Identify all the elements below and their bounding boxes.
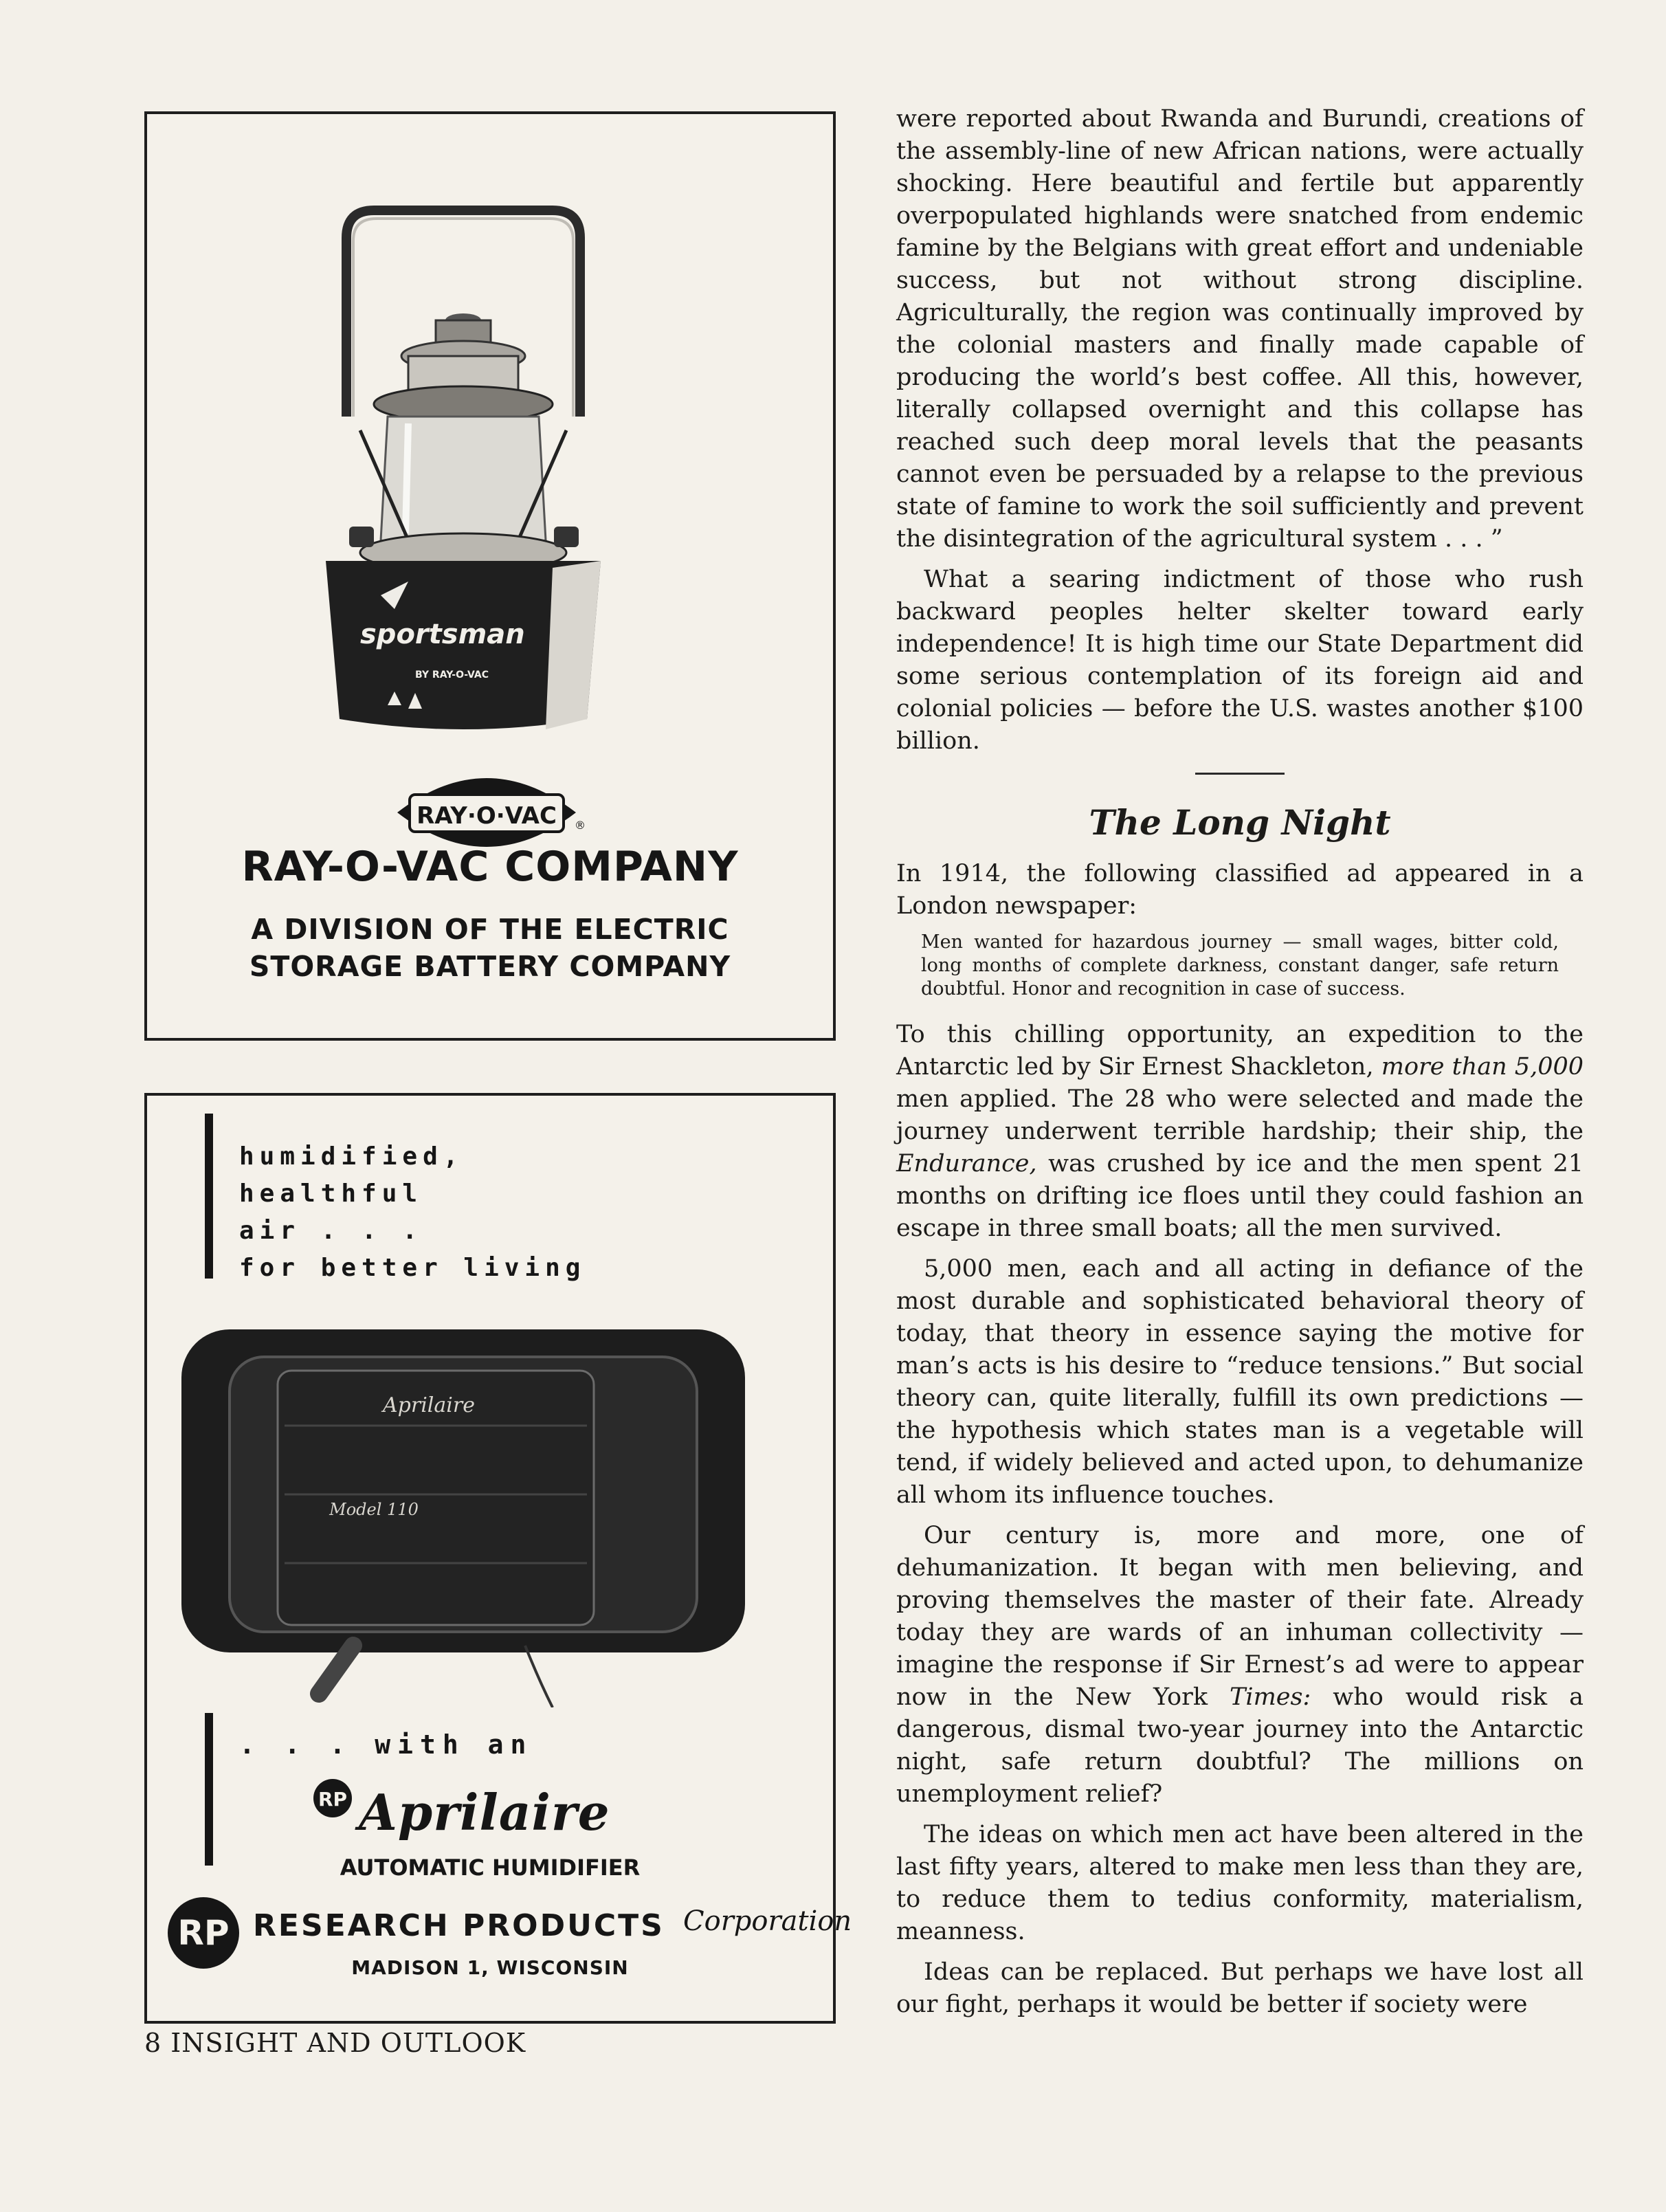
rp-logo: RP — [168, 1897, 239, 1969]
with-an-bar — [205, 1713, 213, 1866]
slogan-bar — [205, 1114, 213, 1279]
rayovac-division-line-1: A DIVISION OF THE ELECTRIC — [251, 913, 729, 946]
article-paragraph — [896, 1520, 1584, 1811]
rayovac-logo-badge — [384, 764, 590, 854]
emphasis-text: more than 5,000 — [1381, 1053, 1584, 1081]
article-paragraph: 5,000 men, each and all acting in defiance of the most durable and sophisticated behavioral theory of today, that theory in essence saying the motive for man’s acts is his desire to “reduce tensions.” But social theory can, quite literally, fulfill its own predictions — the hypothesis which states man is a vegetable will tend, if widely believed and acted upon, to dehumanize all whom its influence touches. — [896, 1255, 1584, 1509]
article-paragraph: What a searing indictment of those who rush backward peoples helter skelter toward early independence! It is high time our State Department did some serious contemplation of its foreign aid and colonial policies — before the U.S. wastes another $100 billion. — [896, 566, 1584, 755]
address-line: MADISON 1, WISCONSIN — [351, 1956, 629, 1979]
rayovac-division-line-2: STORAGE BATTERY COMPANY — [249, 950, 731, 983]
article-paragraph: were reported about Rwanda and Burundi, creations of the assembly-line of new African nations, were actually shocking. Here beautiful and fertile but apparently overpopulated highlands were snatched from endemic famine by the Belgians with great effort and undeniable success, but not without strong discipline. Agriculturally, the region was continually improved by the colonial masters and finally made capable of producing the world’s best coffee. All this, however, literally collapsed overnight and this collapse has reached such deep moral levels that the peasants cannot even be persuaded by a relapse to the previous state of famine to work the soil sufficiently and prevent the disintegration of the agricultural system . . . ” — [896, 105, 1584, 553]
sportsman-label: sportsman — [360, 619, 525, 650]
slogan-line-2: healthful — [239, 1180, 423, 1208]
aprilaire-advertisement — [144, 1093, 852, 2024]
automatic-humidifier-label: AUTOMATIC HUMIDIFIER — [340, 1855, 641, 1881]
section-heading: The Long Night — [1089, 802, 1391, 843]
article-column — [896, 103, 1584, 2029]
article-paragraph: The ideas on which men act have been altered in the last fifty years, altered to make men less than they are, to reduce them to tedius conformity, materialism, meanness. — [896, 1821, 1584, 1945]
page-footer: 8 INSIGHT AND OUTLOOK — [144, 2028, 526, 2058]
with-an-text: . . . with an — [239, 1729, 533, 1760]
slogan-line-3: air . . . — [239, 1217, 423, 1245]
article-paragraph: In 1914, the following classified ad appeared in a London newspaper: — [896, 860, 1584, 920]
text-run: men applied. The 28 who were selected and made the journey underwent terrible hardship; their ship, the — [896, 1085, 1584, 1145]
rayovac-badge-text: RAY·O·VAC — [416, 802, 557, 830]
rp-small-logo — [309, 1773, 357, 1822]
rayovac-company-name: RAY-O-VAC COMPANY — [241, 843, 739, 891]
humidifier-brand-label: Aprilaire — [383, 1393, 475, 1417]
corporation-script: Corporation — [683, 1905, 852, 1937]
text-run: Our century is, more and more, one of dehumanization. It began with men believing, and proving themselves the master of their fate. Already today they are wards of an inhuman collectivity — imagine the response if Sir Ernest’s ad were to appear now in the New York — [896, 1522, 1584, 1711]
humidifier-illustration — [168, 1323, 759, 1707]
sportsman-sub-label: BY RAY-O-VAC — [415, 670, 489, 681]
article-paragraph — [896, 1019, 1584, 1245]
registered-mark: ® — [575, 819, 586, 832]
rayovac-advertisement — [144, 111, 836, 1041]
aprilaire-logo: Aprilaire — [359, 1783, 610, 1842]
classified-ad-quote: Men wanted for hazardous journey — small wages, bitter cold, long months of complete darkness, constant danger, safe return doubtful. Honor and recognition in case of success. — [921, 931, 1559, 999]
slogan-line-4: for better living — [239, 1254, 586, 1282]
article-paragraph: Ideas can be replaced. But perhaps we have lost all our fight, perhaps it would be better if society were — [896, 1958, 1584, 2018]
humidifier-model-label: Model 110 — [329, 1500, 419, 1519]
rp-small-logo-text: RP — [318, 1788, 348, 1811]
text-run: To this chilling opportunity, an expedition to the Antarctic led by Sir Ernest Shackleton, — [896, 1021, 1584, 1081]
section-divider — [1195, 773, 1285, 775]
research-products-name: RESEARCH PRODUCTS — [253, 1908, 665, 1943]
text-run: was crushed by ice and the men spent 21 months on drifting ice floes until they could fashion an escape in three small boats; all the men survived. — [896, 1150, 1584, 1242]
newspaper-name: Times: — [1230, 1683, 1311, 1711]
lantern-illustration — [305, 155, 690, 760]
slogan-line-1: humidified, — [239, 1142, 464, 1171]
ship-name: Endurance, — [896, 1150, 1037, 1177]
text-run: who would risk a dangerous, dismal two-year journey into the Antarctic night, safe return doubtful? The millions on unemployment relief? — [896, 1683, 1584, 1808]
